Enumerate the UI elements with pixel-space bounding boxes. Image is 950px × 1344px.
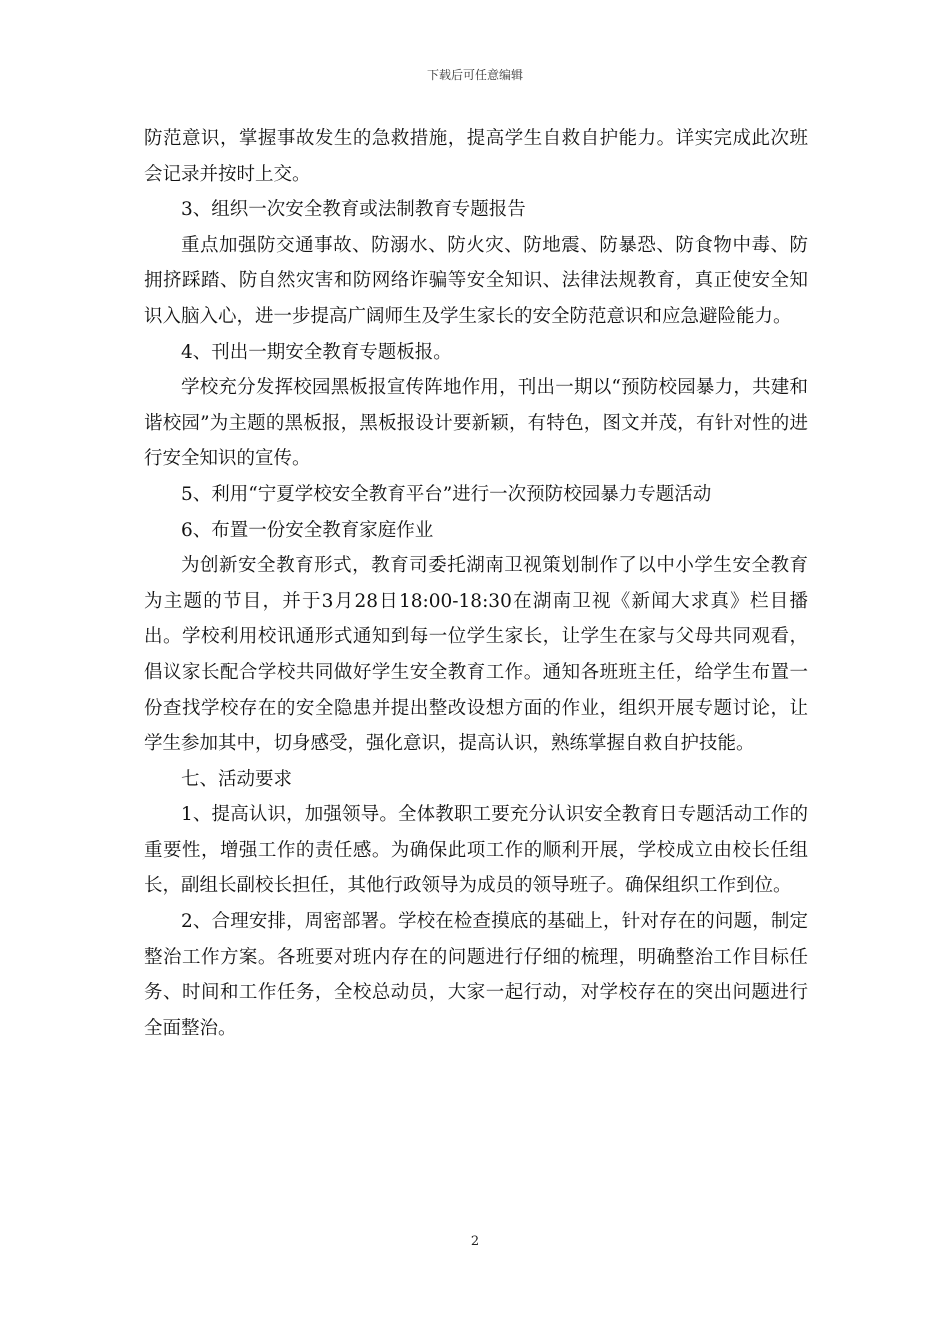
- section-heading: 6、布置一份安全教育家庭作业: [181, 519, 434, 541]
- paragraph: 学校充分发挥校园黑板报宣传阵地作用，刊出一期以“预防校园暴力，共建和谐校园”为主题的黑板报，黑板报设计要新颖，有特色，图文并茂，有针对性的进行安全知识的宣传。: [144, 377, 808, 470]
- section-heading: 七、活动要求: [181, 768, 293, 790]
- section-heading: 4、刊出一期安全教育专题板报。: [181, 341, 452, 363]
- page-number: 2: [470, 1234, 480, 1249]
- paragraph: 2、合理安排，周密部署。学校在检查摸底的基础上，针对存在的问题，制定整治工作方案。各班要对班内存在的问题进行仔细的梳理，明确整治工作目标任务、时间和工作任务，全校总动员，大家一起行动，对学校存在的突出问题进行全面整治。: [144, 911, 808, 1039]
- paragraph: 防范意识，掌握事故发生的急救措施，提高学生自救自护能力。详实完成此次班会记录并按时上交。: [144, 128, 808, 185]
- paragraph: 1、提高认识，加强领导。全体教职工要充分认识安全教育日专题活动工作的重要性，增强工作的责任感。为确保此项工作的顺利开展，学校成立由校长任组长，副组长副校长担任，其他行政领导为成员的领导班子。确保组织工作到位。: [144, 804, 808, 897]
- document-body: [144, 121, 808, 1046]
- section-heading: 5、利用“宁夏学校安全教育平台”进行一次预防校园暴力专题活动: [181, 483, 712, 505]
- page-header: 下载后可任意编辑: [426, 68, 523, 82]
- section-heading: 3、组织一次安全教育或法制教育专题报告: [181, 199, 526, 221]
- paragraph: 重点加强防交通事故、防溺水、防火灾、防地震、防暴恐、防食物中毒、防拥挤踩踏、防自然灾害和防网络诈骗等安全知识、法律法规教育，真正使安全知识入脑入心，进一步提高广阔师生及学生家长的安全防范意识和应急避险能力。: [144, 234, 808, 327]
- paragraph: 为创新安全教育形式，教育司委托湖南卫视策划制作了以中小学生安全教育为主题的节目，并于3月28日18:00-18:30在湖南卫视《新闻大求真》栏目播出。学校利用校讯通形式通知到每一位学生家长，让学生在家与父母共同观看，倡议家长配合学校共同做好学生安全教育工作。通知各班班主任，给学生布置一份查找学校存在的安全隐患并提出整改设想方面的作业，组织开展专题讨论，让学生参加其中，切身感受，强化意识，提高认识，熟练掌握自救自护技能。: [144, 555, 808, 755]
